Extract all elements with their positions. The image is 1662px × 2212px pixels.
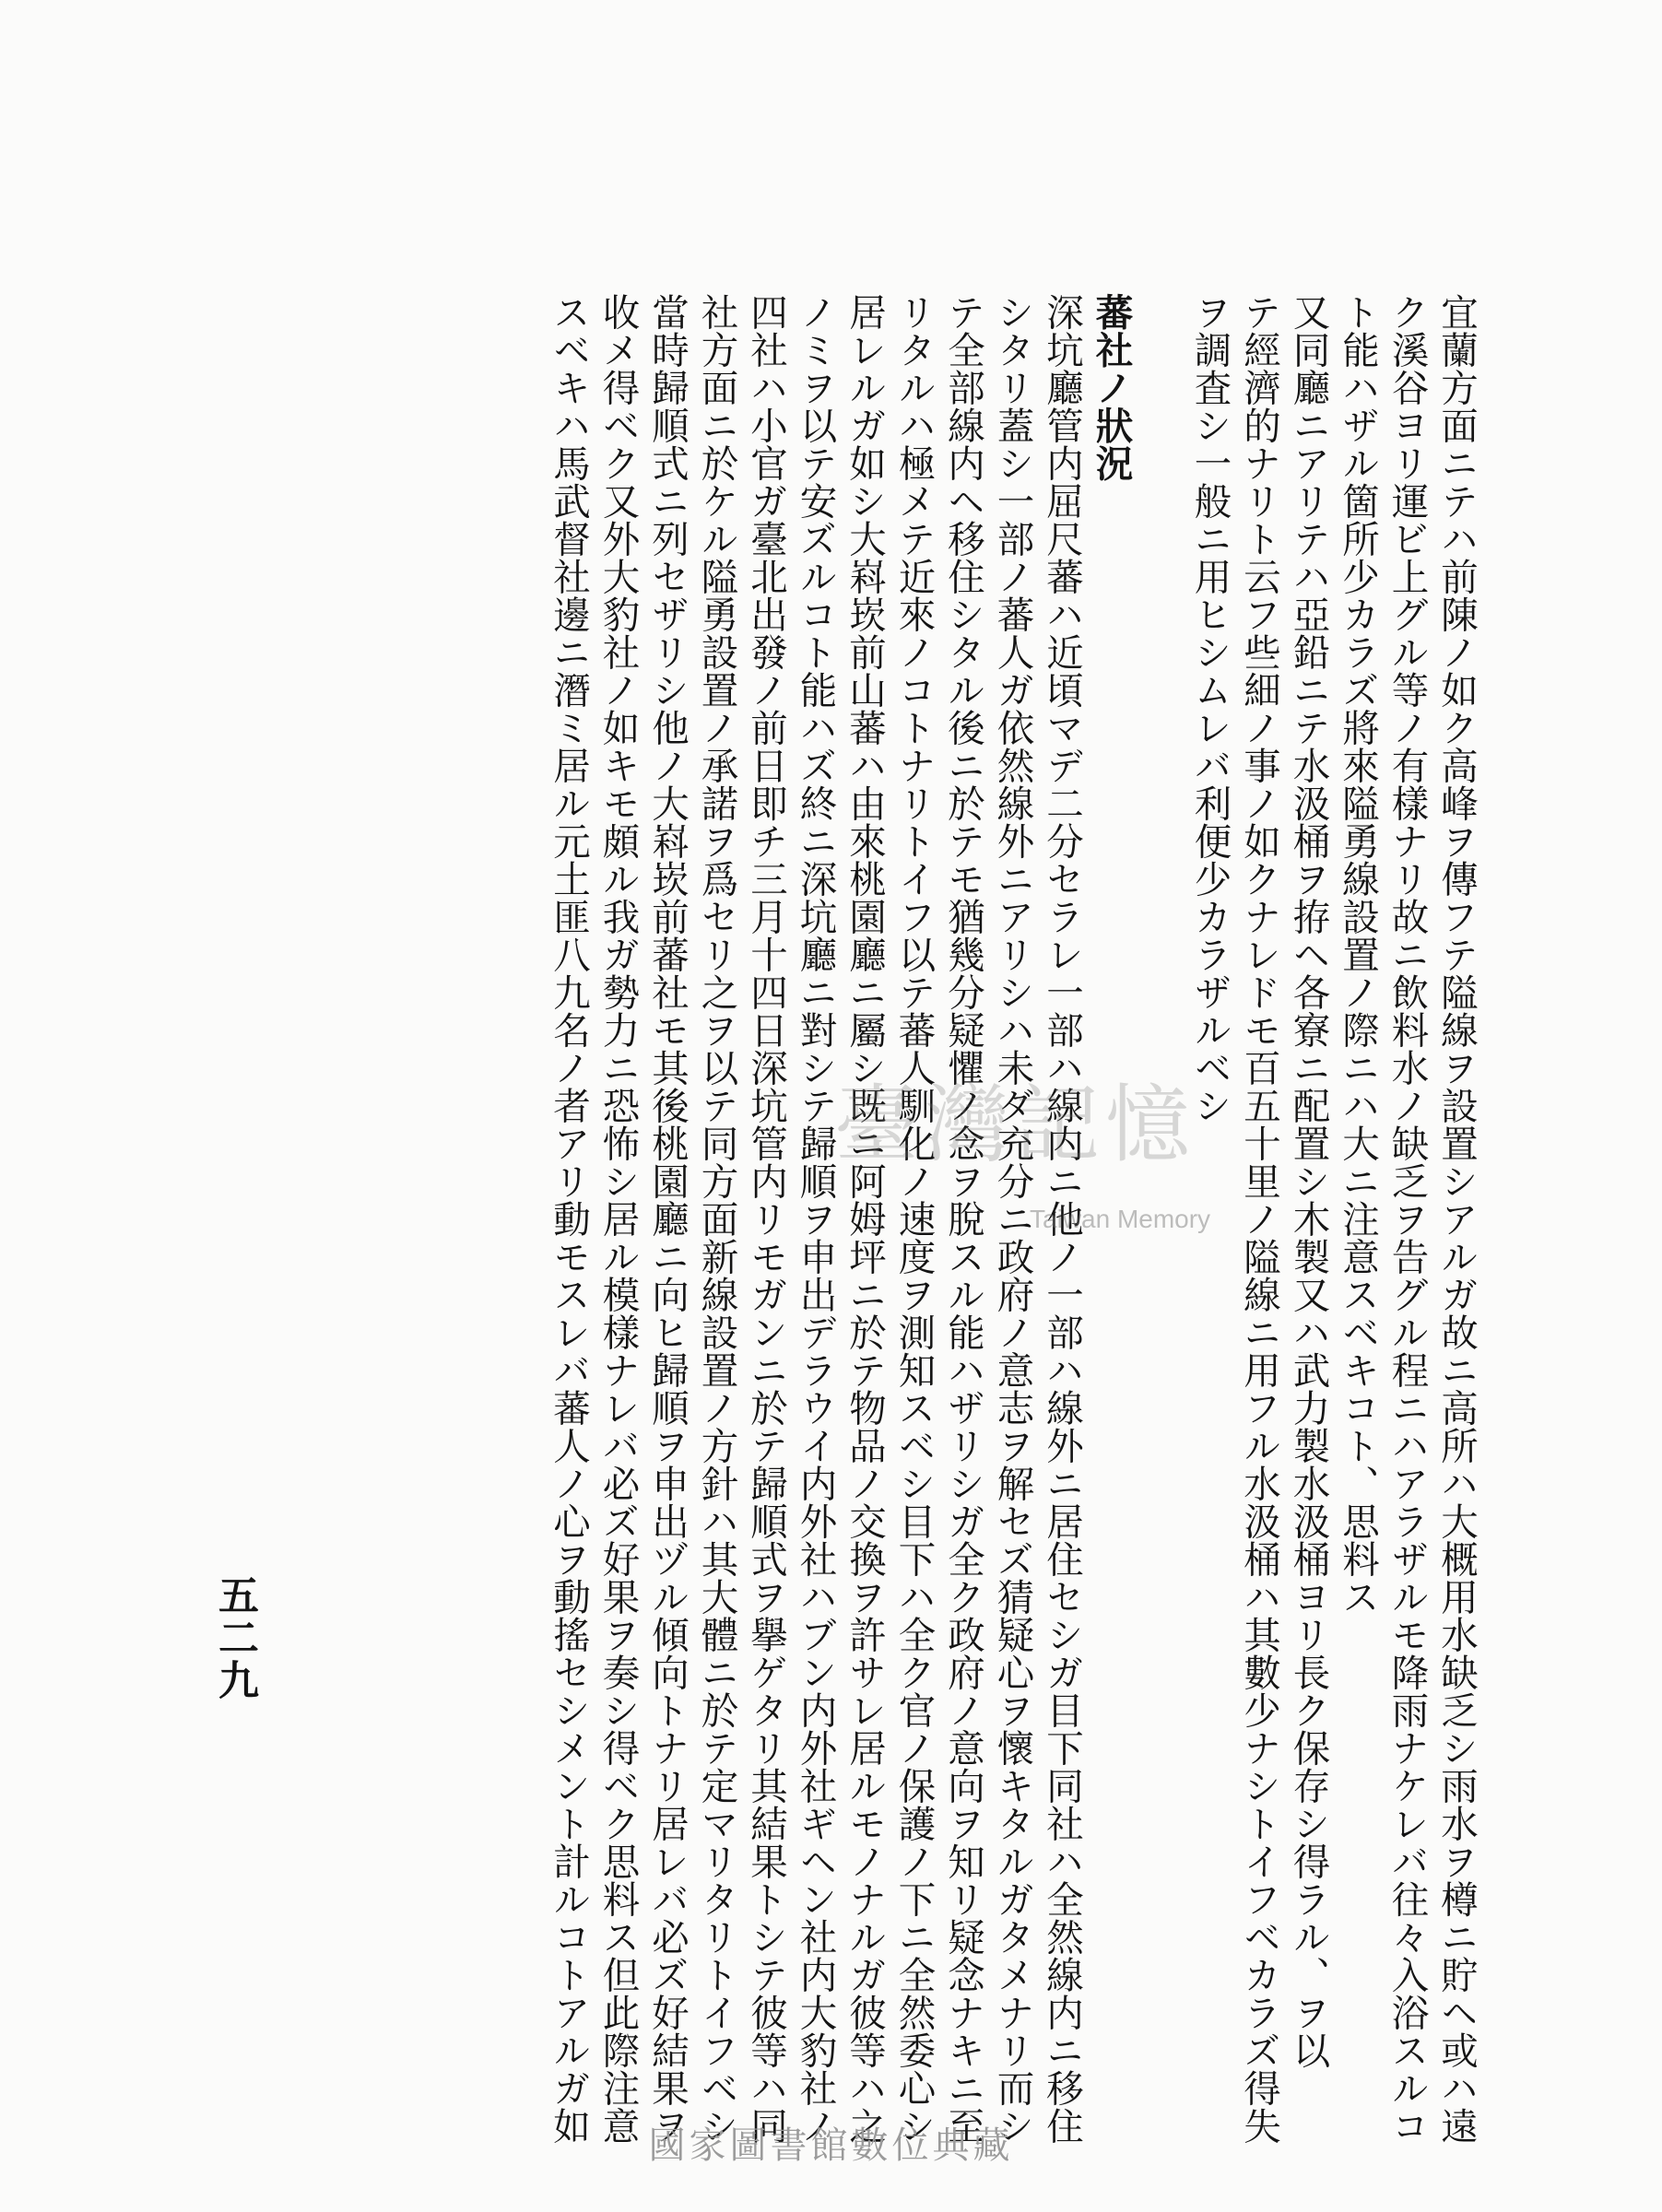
watermark-logo: 臺灣記憶 xyxy=(834,1076,1196,1174)
text-column-5: テ經濟的ナリト云フ些細ノ事ノ如クナレドモ百五十里ノ隘線ニ用フル水汲桶ハ其數少ナシトイフベカラズ得失 xyxy=(1237,293,1281,2145)
text-column-1: 宜蘭方面ニテハ前陳ノ如ク高峰ヲ傳フテ隘線ヲ設置シアルガ故ニ高所ハ大概用水缺乏シ雨水ヲ樽ニ貯ヘ或ハ遠 xyxy=(1434,293,1479,2145)
text-column-19: スベキハ馬武督社邊ニ潛ミ居ル元土匪八九名ノ者アリ動モスレバ蕃人ノ心ヲ動搖セシメント計ルコトアルガ如 xyxy=(547,293,591,2145)
text-column-10: シタリ蓋シ一部ノ蕃人ガ依然線外ニアリシハ未ダ充分ニ政府ノ意志ヲ解セズ猜疑心ヲ懷キタルガタメナリ而シ xyxy=(990,293,1035,2145)
blank-column xyxy=(1134,293,1179,1215)
text-column-2: ク溪谷ヨリ運ビ上グル等ノ有樣ナリ故ニ飲料水ノ缺乏ヲ告グル程ニハアラザルモ降雨ナケレバ往々入浴スルコ xyxy=(1385,293,1430,2145)
text-column-13: 居レルガ如シ大嵙崁前山蕃ハ由來桃園廳ニ屬シ既ニ阿姆坪ニ於テ物品ノ交換ヲ許サレ居ルモノナルガ彼等ハ之 xyxy=(843,293,887,2145)
text-column-14: ノミヲ以テ安ズルコト能ハズ終ニ深坑廳ニ對シテ歸順ヲ申出デラウイ内外社ハブン内外社ギヘン社内大豹社ノ xyxy=(793,293,838,2145)
text-column-3: ト能ハザル箇所少カラズ將來隘勇線設置ノ際ニハ大ニ注意スベキコト、思料ス xyxy=(1336,293,1380,1616)
text-column-12: リタルハ極メテ近來ノコトナリトイフ以テ蕃人馴化ノ速度ヲ測知スベシ目下ハ全ク官ノ保護ノ下ニ全然委心シ xyxy=(891,293,937,2145)
text-column-16: 社方面ニ於ケル隘勇設置ノ承諾ヲ爲セリ之ヲ以テ同方面新線設置ノ方針ハ其大體ニ於テ定マリタリトイフベシ xyxy=(694,293,739,2145)
text-column-17: 當時歸順式ニ列セザリシ他ノ大嵙崁前蕃社モ其後桃園廳ニ向ヒ歸順ヲ申出ヅル傾向トナリ居レバ必ズ好結果ヲ xyxy=(645,293,690,2145)
page-number: 五二九 xyxy=(211,1574,258,1701)
section-heading: 蕃社ノ狀況 xyxy=(1089,293,1134,482)
text-column-18: 收メ得ベク又外大豹社ノ如キモ頗ル我ガ勢力ニ恐怖シ居ル模樣ナレバ必ズ好果ヲ奏シ得ベク思料ス但此際注意 xyxy=(595,293,641,2145)
text-column-15: 四社ハ小官ガ臺北出發ノ前日即チ三月十四日深坑管内リモガンニ於テ歸順式ヲ擧ゲタリ其結果トシテ彼等ハ同 xyxy=(744,293,788,2145)
watermark-subtitle: Taiwan Memory xyxy=(1030,1205,1211,1233)
text-column-9: 深坑廳管内屈尺蕃ハ近頃マデ二分セラレ一部ハ線内ニ他ノ一部ハ線外ニ居住セシガ目下同社ハ全然線内ニ移住 xyxy=(1040,293,1084,2145)
footer-collection-label: 國家圖書館數位典藏 xyxy=(648,2124,1014,2167)
text-column-4: 又同廳ニアリテハ亞鉛ニテ水汲桶ヲ拵ヘ各寮ニ配置シ木製又ハ武力製水汲桶ヨリ長ク保存シ得ラル、ヲ以 xyxy=(1286,293,1331,2069)
text-column-11: テ全部線内ヘ移住シタル後ニ於テモ猶幾分疑懼ノ念ヲ脫スル能ハザリシガ全ク政府ノ意向ヲ知リ疑念ナキニ至 xyxy=(941,293,985,2145)
text-column-6: ヲ調査シ一般ニ用ヒシムレバ利便少カラザルベシ xyxy=(1187,293,1232,1124)
